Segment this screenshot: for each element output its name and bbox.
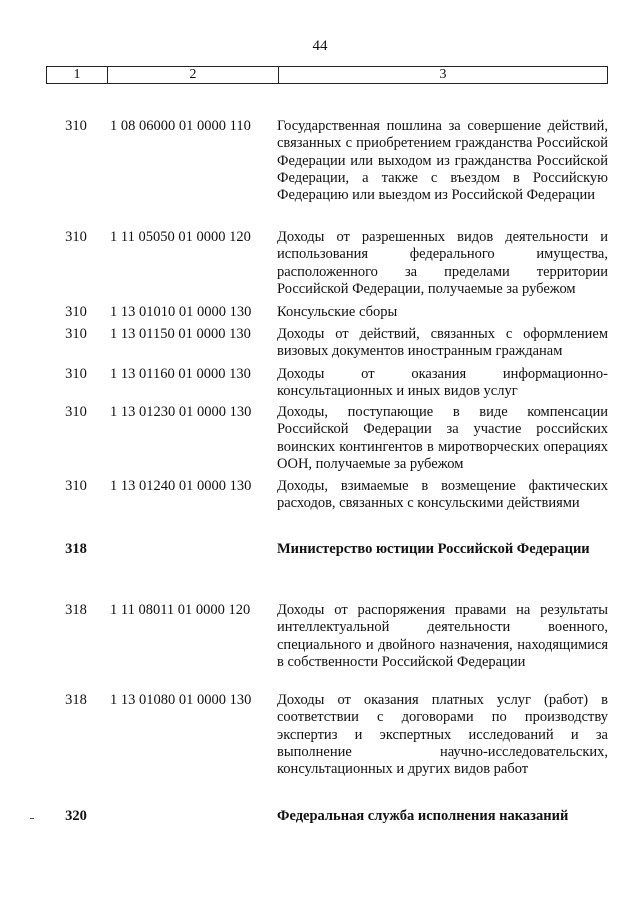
admin-code: 318 [65, 692, 87, 708]
income-description: Доходы от действий, связанных с оформлением визовых документов иностранным гражданам [277, 326, 608, 360]
margin-mark [30, 818, 34, 819]
budget-code: 1 11 08011 01 0000 120 [110, 602, 251, 618]
income-description: Доходы от оказания информационно-консультационных и иных видов услуг [277, 366, 608, 400]
income-description: Доходы, поступающие в виде компенсации Российской Федерации за участие российских воинских контингентов в миротворческих операциях ООН, получаемые за рубежом [277, 404, 608, 472]
admin-code: 310 [65, 326, 87, 342]
admin-code: 310 [65, 478, 87, 494]
budget-code: 1 13 01080 01 0000 130 [110, 692, 252, 708]
income-description: Доходы, взимаемые в возмещение фактических расходов, связанных с консульскими действиями [277, 478, 608, 512]
column-header-2: 2 [108, 67, 279, 83]
budget-code: 1 13 01240 01 0000 130 [110, 478, 252, 494]
column-header-1: 1 [47, 67, 108, 83]
income-description: Доходы от распоряжения правами на результаты интеллектуальной деятельности военного, специального и двойного назначения, находящимися в собственности Российской Федерации [277, 602, 608, 670]
admin-code: 310 [65, 118, 87, 134]
income-description: Государственная пошлина за совершение действий, связанных с приобретением гражданства Российской Федерации или выходом из гражданства Российской Федерации, а также с въездом в Российскую Федерацию или выездом из Российской Федерации [277, 118, 608, 204]
admin-code: 310 [65, 366, 87, 382]
income-description: Доходы от разрешенных видов деятельности и использования федерального имущества, расположенного за пределами территории Российской Федерации, получаемые за рубежом [277, 229, 608, 297]
income-description: Консульские сборы [277, 304, 398, 320]
admin-code: 310 [65, 304, 87, 320]
budget-code: 1 13 01230 01 0000 130 [110, 404, 252, 420]
admin-code: 320 [65, 808, 87, 824]
admin-code: 310 [65, 229, 87, 245]
admin-code: 310 [65, 404, 87, 420]
ministry-name: Министерство юстиции Российской Федерации [277, 541, 590, 557]
budget-code: 1 11 05050 01 0000 120 [110, 229, 251, 245]
budget-code: 1 13 01010 01 0000 130 [110, 304, 252, 320]
budget-code: 1 13 01150 01 0000 130 [110, 326, 251, 342]
budget-code: 1 13 01160 01 0000 130 [110, 366, 251, 382]
table-column-header [46, 66, 608, 84]
admin-code: 318 [65, 602, 87, 618]
income-description: Доходы от оказания платных услуг (работ) в соответствии с договорами по производству экспертиз и экспертных исследований и за выполнение научно-исследовательских, консультационных и других видов работ [277, 692, 608, 778]
budget-code: 1 08 06000 01 0000 110 [110, 118, 251, 134]
admin-code: 318 [65, 541, 87, 557]
column-header-3: 3 [439, 67, 447, 82]
ministry-name: Федеральная служба исполнения наказаний [277, 808, 569, 824]
page-number: 44 [312, 38, 328, 54]
